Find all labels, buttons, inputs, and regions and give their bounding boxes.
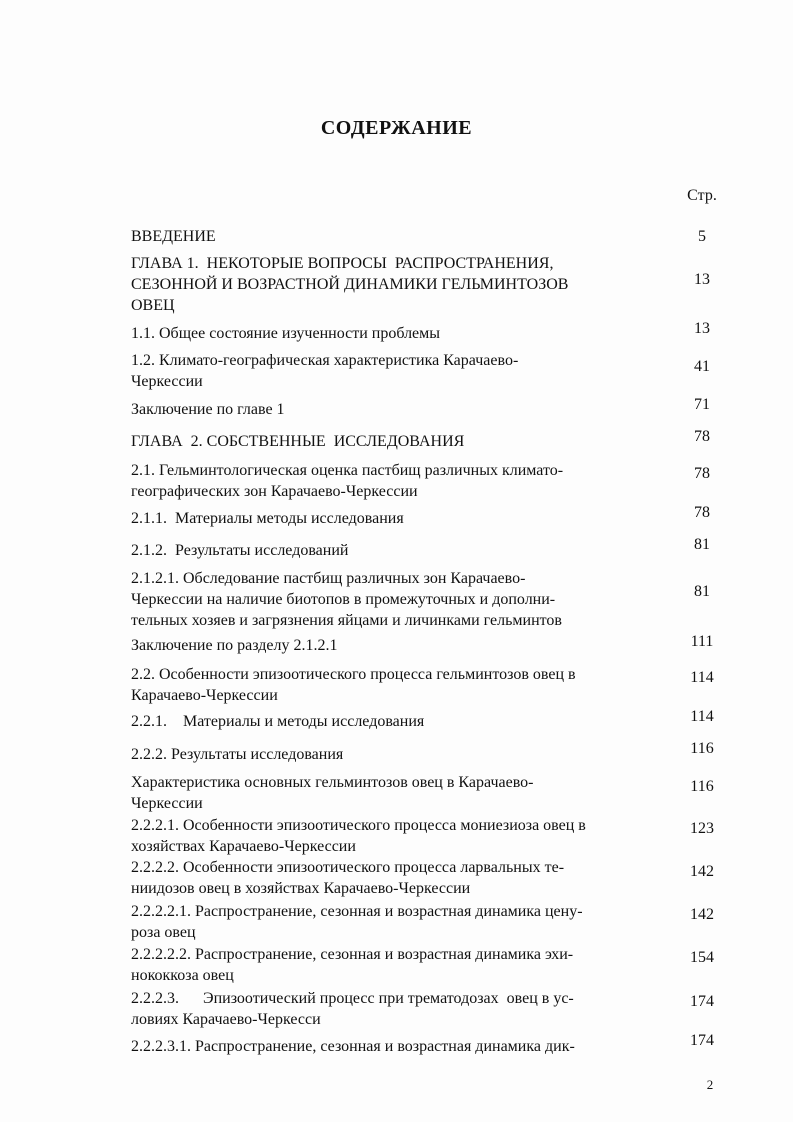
toc-entry-page: 81 <box>694 583 710 600</box>
toc-entry-line: Заключение по главе 1 <box>131 401 285 418</box>
toc-entry-line: ВВЕДЕНИЕ <box>131 228 216 245</box>
toc-entry-text <box>131 711 651 732</box>
toc-entry-page: 13 <box>694 271 710 288</box>
page-number: 2 <box>706 1077 714 1092</box>
toc-entry-text <box>131 664 651 706</box>
toc-entry-line: 2.2.2.3. Эпизоотический процесс при трематодозах овец в ус- <box>131 990 574 1007</box>
toc-entry-page: 78 <box>694 465 710 482</box>
toc-entry-line: 2.2.2. Результаты исследования <box>131 746 344 763</box>
toc-entry-line: 2.1.2.1. Обследование пастбищ различных зон Карачаево- <box>131 570 526 587</box>
toc-entry-text <box>131 1036 651 1057</box>
toc-entry-text <box>131 815 651 857</box>
toc-entry-text <box>131 744 651 765</box>
toc-entry-page: 71 <box>694 396 710 413</box>
page-column-label: Стр. <box>687 187 717 204</box>
toc-entry-text <box>131 944 651 986</box>
toc-entry-line: ловиях Карачаево-Черкесси <box>131 1011 321 1028</box>
toc-entry-page: 116 <box>690 740 714 757</box>
toc-entry-line: 2.2.2.1. Особенности эпизоотического процесса мониезиоза овец в <box>131 817 586 834</box>
toc-entry-text <box>131 350 651 392</box>
toc-entry-page: 78 <box>694 504 710 521</box>
toc-entry-text <box>131 540 651 561</box>
toc-entry-page: 154 <box>690 949 714 966</box>
toc-entry-text <box>131 460 651 502</box>
toc-entry-page: 114 <box>690 708 714 725</box>
toc-entry-text <box>131 857 651 899</box>
toc-entry-line: Черкессии <box>131 373 203 390</box>
toc-entry-text <box>131 399 651 420</box>
toc-entry-page: 142 <box>690 863 714 880</box>
toc-entry-text <box>131 226 651 247</box>
toc-entry-page: 5 <box>698 228 706 245</box>
toc-entry-page: 142 <box>690 906 714 923</box>
toc-entry-page: 81 <box>694 536 710 553</box>
toc-entry-text <box>131 568 651 631</box>
toc-entry-line: ОВЕЦ <box>131 297 175 314</box>
toc-entry-line: СЕЗОННОЙ И ВОЗРАСТНОЙ ДИНАМИКИ ГЕЛЬМИНТОЗОВ <box>131 276 569 293</box>
toc-entry-line: 2.2.2.2. Особенности эпизоотического процесса ларвальных те- <box>131 859 565 876</box>
toc-entry-line: Черкессии на наличие биотопов в промежуточных и дополни- <box>131 591 556 608</box>
toc-entry-line: географических зон Карачаево-Черкессии <box>131 483 418 500</box>
toc-entry-line: Карачаево-Черкессии <box>131 687 278 704</box>
toc-entry-line: Характеристика основных гельминтозов овец в Карачаево- <box>131 774 534 791</box>
toc-entry-page: 116 <box>690 778 714 795</box>
toc-entry-text <box>131 323 651 344</box>
toc-entry-page: 111 <box>690 633 714 650</box>
toc-entry-line: 2.2.1. Материалы и методы исследования <box>131 713 425 730</box>
toc-entry-text <box>131 431 651 452</box>
toc-entry-line: 2.1.1. Материалы методы исследования <box>131 510 404 527</box>
toc-entry-line: Заключение по разделу 2.1.2.1 <box>131 637 338 654</box>
toc-entry-page: 123 <box>690 820 714 837</box>
toc-entry-line: тельных хозяев и загрязнения яйцами и личинками гельминтов <box>131 612 562 629</box>
toc-entry-text <box>131 508 651 529</box>
toc-entry-line: ниидозов овец в хозяйствах Карачаево-Черкессии <box>131 880 471 897</box>
toc-entry-text <box>131 901 651 943</box>
toc-entry-page: 114 <box>690 669 714 686</box>
toc-entry-line: 2.2.2.2.1. Распространение, сезонная и возрастная динамика цену- <box>131 903 583 920</box>
toc-entry-page: 174 <box>690 993 714 1010</box>
toc-entry-line: 1.2. Климато-географическая характеристика Карачаево- <box>131 352 519 369</box>
page-title: СОДЕРЖАНИЕ <box>320 117 473 139</box>
toc-entry-line: нококкоза овец <box>131 967 234 984</box>
toc-entry-page: 13 <box>694 320 710 337</box>
toc-entry-text <box>131 772 651 814</box>
toc-entry-line: 2.1.2. Результаты исследований <box>131 542 349 559</box>
toc-entry-page: 78 <box>694 428 710 445</box>
toc-entry-text <box>131 253 651 316</box>
toc-entry-line: роза овец <box>131 924 196 941</box>
toc-entry-line: 2.2.2.2.2. Распространение, сезонная и возрастная динамика эхи- <box>131 946 574 963</box>
toc-entry-text <box>131 988 651 1030</box>
toc-entry-line: ГЛАВА 2. СОБСТВЕННЫЕ ИССЛЕДОВАНИЯ <box>131 433 465 450</box>
toc-entry-line: ГЛАВА 1. НЕКОТОРЫЕ ВОПРОСЫ РАСПРОСТРАНЕНИЯ, <box>131 255 554 272</box>
toc-entry-line: 2.2.2.3.1. Распространение, сезонная и возрастная динамика дик- <box>131 1038 575 1055</box>
toc-entry-text <box>131 635 651 656</box>
toc-entry-line: 1.1. Общее состояние изученности проблемы <box>131 325 441 342</box>
toc-entry-page: 174 <box>690 1032 714 1049</box>
toc-entry-page: 41 <box>694 358 710 375</box>
toc-entry-line: Черкессии <box>131 795 203 812</box>
toc-entry-line: 2.1. Гельминтологическая оценка пастбищ различных климато- <box>131 462 564 479</box>
toc-entry-line: 2.2. Особенности эпизоотического процесса гельминтозов овец в <box>131 666 576 683</box>
toc-entry-line: хозяйствах Карачаево-Черкессии <box>131 838 356 855</box>
